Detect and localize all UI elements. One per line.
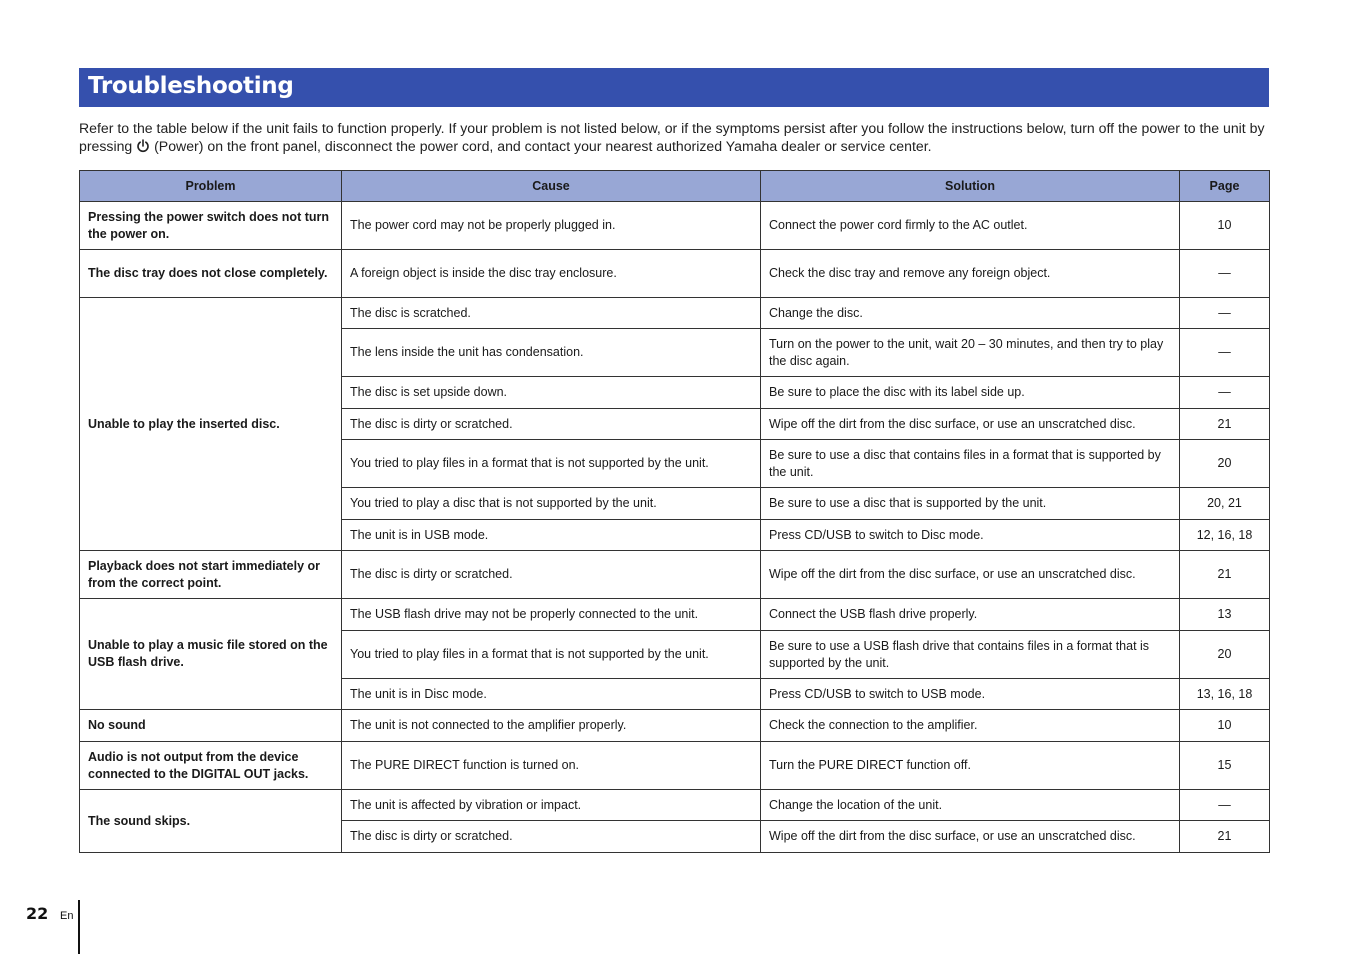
troubleshooting-table <box>79 170 1270 853</box>
solution-cell: Turn the PURE DIRECT function off. <box>761 742 1180 790</box>
problem-cell: No sound <box>80 710 342 742</box>
page-cell: 13 <box>1180 599 1270 631</box>
page-cell: 15 <box>1180 742 1270 790</box>
intro-text-before: Refer to the table below if the unit fails to function properly. If your problem is not listed below, or if the symptoms persist after you follow the instructions below, turn off the power to the unit by pressing <box>79 120 1265 154</box>
solution-cell: Wipe off the dirt from the disc surface, or use an unscratched disc. <box>761 551 1180 599</box>
page-cell: 21 <box>1180 409 1270 440</box>
page-cell: 13, 16, 18 <box>1180 679 1270 710</box>
problem-cell: Pressing the power switch does not turn the power on. <box>80 202 342 250</box>
header-problem: Problem <box>80 171 342 202</box>
page-cell: 20 <box>1180 631 1270 679</box>
solution-cell: Be sure to use a disc that contains files in a format that is supported by the unit. <box>761 440 1180 488</box>
page-cell: 21 <box>1180 551 1270 599</box>
cause-cell: The PURE DIRECT function is turned on. <box>342 742 761 790</box>
cause-cell: The unit is affected by vibration or impact. <box>342 790 761 821</box>
problem-cell: Playback does not start immediately or from the correct point. <box>80 551 342 599</box>
page-cell: — <box>1180 329 1270 377</box>
table-row <box>80 790 1270 821</box>
page-cell: — <box>1180 298 1270 329</box>
cause-cell: The disc is set upside down. <box>342 377 761 409</box>
table-row <box>80 250 1270 298</box>
solution-cell: Press CD/USB to switch to Disc mode. <box>761 520 1180 551</box>
cause-cell: A foreign object is inside the disc tray enclosure. <box>342 250 761 298</box>
cause-cell: You tried to play a disc that is not supported by the unit. <box>342 488 761 520</box>
page-cell: 10 <box>1180 710 1270 742</box>
problem-cell: The disc tray does not close completely. <box>80 250 342 298</box>
header-solution: Solution <box>761 171 1180 202</box>
solution-cell: Wipe off the dirt from the disc surface, or use an unscratched disc. <box>761 821 1180 853</box>
table-row <box>80 202 1270 250</box>
solution-cell: Wipe off the dirt from the disc surface, or use an unscratched disc. <box>761 409 1180 440</box>
page-number: 22 <box>26 904 49 923</box>
power-icon <box>136 139 150 153</box>
table-header-row <box>80 171 1270 202</box>
problem-cell: Unable to play the inserted disc. <box>80 298 342 551</box>
page-cell: 20, 21 <box>1180 488 1270 520</box>
table-row <box>80 298 1270 329</box>
table-row <box>80 710 1270 742</box>
cause-cell: You tried to play files in a format that is not supported by the unit. <box>342 631 761 679</box>
solution-cell: Turn on the power to the unit, wait 20 – 30 minutes, and then try to play the disc again. <box>761 329 1180 377</box>
header-page: Page <box>1180 171 1270 202</box>
table-row <box>80 599 1270 631</box>
footer-divider <box>78 900 80 954</box>
problem-cell: The sound skips. <box>80 790 342 853</box>
page-cell: — <box>1180 250 1270 298</box>
solution-cell: Change the disc. <box>761 298 1180 329</box>
cause-cell: The unit is in USB mode. <box>342 520 761 551</box>
solution-cell: Be sure to use a disc that is supported by the unit. <box>761 488 1180 520</box>
page-cell: 10 <box>1180 202 1270 250</box>
cause-cell: The lens inside the unit has condensation. <box>342 329 761 377</box>
solution-cell: Be sure to use a USB flash drive that contains files in a format that is supported by the unit. <box>761 631 1180 679</box>
table-row <box>80 551 1270 599</box>
intro-text-after: (Power) on the front panel, disconnect the power cord, and contact your nearest authorized Yamaha dealer or service center. <box>150 138 932 154</box>
page-language: En <box>60 910 74 922</box>
header-cause: Cause <box>342 171 761 202</box>
page-cell: 21 <box>1180 821 1270 853</box>
page-cell: 12, 16, 18 <box>1180 520 1270 551</box>
cause-cell: You tried to play files in a format that is not supported by the unit. <box>342 440 761 488</box>
solution-cell: Connect the USB flash drive properly. <box>761 599 1180 631</box>
solution-cell: Check the disc tray and remove any foreign object. <box>761 250 1180 298</box>
cause-cell: The disc is scratched. <box>342 298 761 329</box>
solution-cell: Press CD/USB to switch to USB mode. <box>761 679 1180 710</box>
intro-paragraph <box>79 119 1274 155</box>
cause-cell: The unit is not connected to the amplifier properly. <box>342 710 761 742</box>
cause-cell: The USB flash drive may not be properly connected to the unit. <box>342 599 761 631</box>
solution-cell: Check the connection to the amplifier. <box>761 710 1180 742</box>
problem-cell: Unable to play a music file stored on the USB flash drive. <box>80 599 342 710</box>
cause-cell: The disc is dirty or scratched. <box>342 551 761 599</box>
cause-cell: The disc is dirty or scratched. <box>342 409 761 440</box>
cause-cell: The unit is in Disc mode. <box>342 679 761 710</box>
cause-cell: The power cord may not be properly plugged in. <box>342 202 761 250</box>
cause-cell: The disc is dirty or scratched. <box>342 821 761 853</box>
solution-cell: Change the location of the unit. <box>761 790 1180 821</box>
page-cell: — <box>1180 377 1270 409</box>
table-row <box>80 742 1270 790</box>
page-title: Troubleshooting <box>88 73 294 99</box>
page-cell: 20 <box>1180 440 1270 488</box>
page-cell: — <box>1180 790 1270 821</box>
title-bar <box>79 68 1269 107</box>
solution-cell: Connect the power cord firmly to the AC outlet. <box>761 202 1180 250</box>
solution-cell: Be sure to place the disc with its label side up. <box>761 377 1180 409</box>
problem-cell: Audio is not output from the device connected to the DIGITAL OUT jacks. <box>80 742 342 790</box>
